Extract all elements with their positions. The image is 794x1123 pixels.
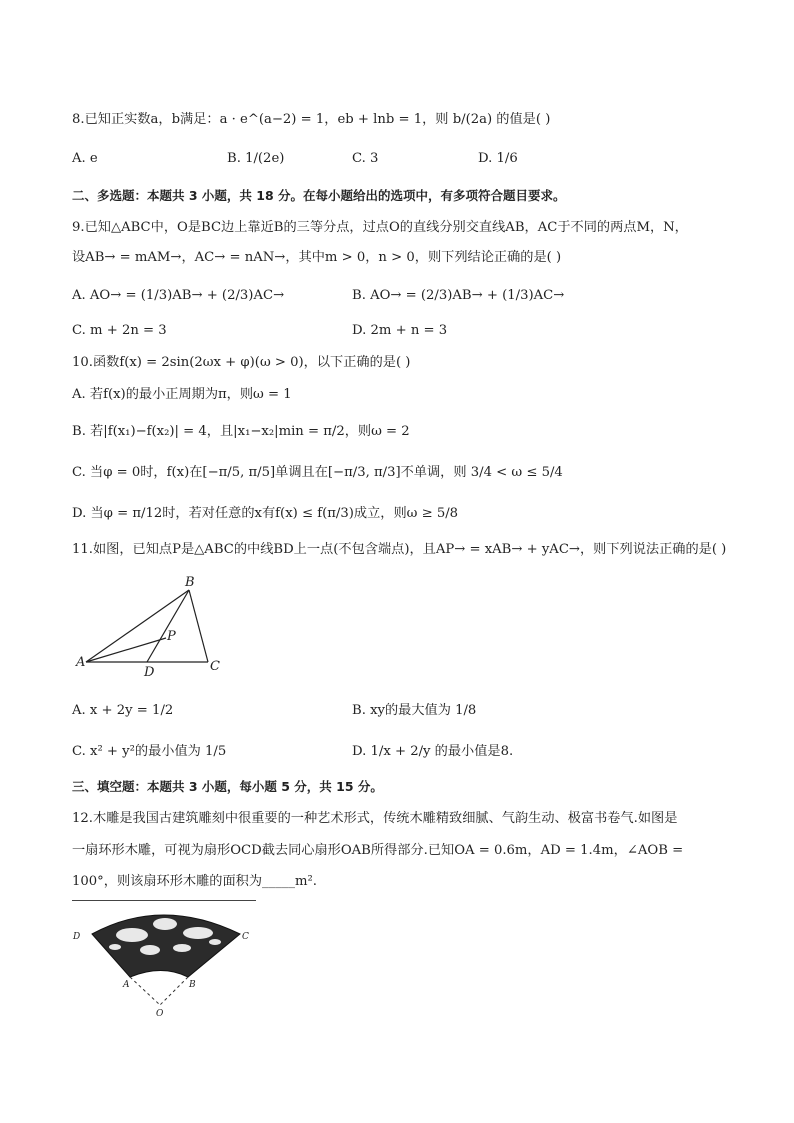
q9-option-c: C. m + 2n = 3 xyxy=(72,323,167,338)
section2-title: 二、多选题：本题共 3 小题，共 18 分。在每小题给出的选项中，有多项符合题目要求。 xyxy=(72,188,566,203)
fan-carving-figure xyxy=(70,902,260,1020)
label-o: O xyxy=(156,1009,164,1019)
q9-stem-line2: 设AB→ = mAM→，AC→ = nAN→，其中m > 0，n > 0，则下列结论正确的是( ) xyxy=(72,250,562,265)
q11-option-b: B. xy的最大值为 1/8 xyxy=(352,703,477,718)
label-b: B xyxy=(185,575,195,590)
q8-option-d: D. 1/6 xyxy=(478,151,518,166)
triangle-figure xyxy=(74,570,234,680)
q12-line2: 一扇环形木雕，可视为扇形OCD截去同心扇形OAB所得部分.已知OA = 0.6m，AD = 1.4m，∠AOB = xyxy=(72,843,684,858)
q10-option-c: C. 当φ = 0时，f(x)在[−π/5, π/5]单调且在[−π/3, π/3]不单调，则 3/4 < ω ≤ 5/4 xyxy=(72,465,563,480)
label-a: A xyxy=(123,980,130,990)
label-c: C xyxy=(242,932,249,942)
q10-option-b: B. 若|f(x₁)−f(x₂)| = 4，且|x₁−x₂|min = π/2，则ω = 2 xyxy=(72,424,410,439)
q10-option-a: A. 若f(x)的最小正周期为π，则ω = 1 xyxy=(72,387,292,402)
label-d: D xyxy=(144,665,155,680)
q9-option-a: A. AO→ = (1/3)AB→ + (2/3)AC→ xyxy=(72,288,285,303)
label-a: A xyxy=(76,655,86,670)
radius-ob xyxy=(160,977,188,1005)
q11-stem: 11.如图，已知点P是△ABC的中线BD上一点(不包含端点)，且AP→ = xAB→ + yAC→，则下列说法正确的是( ) xyxy=(72,542,727,557)
q8-option-c: C. 3 xyxy=(352,151,379,166)
q10-option-d: D. 当φ = π/12时，若对任意的x有f(x) ≤ f(π/3)成立，则ω ≥ 5/8 xyxy=(72,506,459,521)
section3-title: 三、填空题：本题共 3 小题，每小题 5 分，共 15 分。 xyxy=(72,779,383,794)
q11-option-d: D. 1/x + 2/y 的最小值是8. xyxy=(352,744,514,759)
q9-stem-line1: 9.已知△ABC中，O是BC边上靠近B的三等分点，过点O的直线分别交直线AB，AC于不同的两点M，N， xyxy=(72,220,688,235)
radius-oa xyxy=(130,977,160,1005)
q11-option-a: A. x + 2y = 1/2 xyxy=(72,703,174,718)
segment-bc xyxy=(189,590,208,662)
label-c: C xyxy=(210,659,220,674)
q9-option-b: B. AO→ = (2/3)AB→ + (1/3)AC→ xyxy=(352,288,565,303)
q10-stem: 10.函数f(x) = 2sin(2ωx + φ)(ω > 0)，以下正确的是( ) xyxy=(72,355,411,370)
q12-line3: 100°，则该扇环形木雕的面积为_____m². xyxy=(72,874,317,889)
q8-stem: 8.已知正实数a，b满足：a · e^(a−2) = 1，eb + lnb = 1，则 b/(2a) 的值是( ) xyxy=(72,112,551,127)
q12-line1: 12.木雕是我国古建筑雕刻中很重要的一种艺术形式，传统木雕精致细腻、气韵生动、极富书卷气.如图是 xyxy=(72,811,678,826)
label-p: P xyxy=(167,629,176,644)
q8-option-a: A. e xyxy=(72,151,98,166)
median-bd xyxy=(147,590,189,662)
label-d: D xyxy=(73,932,81,942)
label-b: B xyxy=(189,980,196,990)
segment-ab xyxy=(86,590,189,662)
q11-option-c: C. x² + y²的最小值为 1/5 xyxy=(72,744,227,759)
q8-option-b: B. 1/(2e) xyxy=(227,151,285,166)
q9-option-d: D. 2m + n = 3 xyxy=(352,323,448,338)
divider-line xyxy=(72,900,256,901)
